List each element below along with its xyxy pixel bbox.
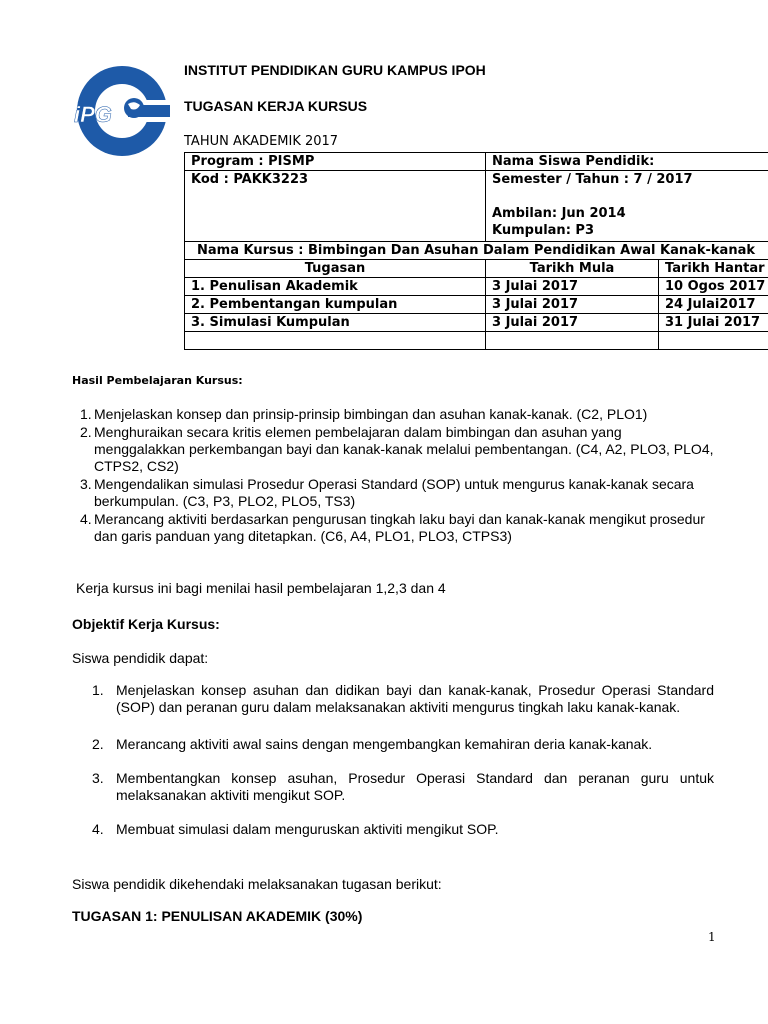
institution-name: INSTITUT PENDIDIKAN GURU KAMPUS IPOH [184, 62, 486, 78]
academic-year: TAHUN AKADEMIK 2017 [184, 134, 339, 149]
objectives-intro: Siswa pendidik dapat: [72, 650, 209, 666]
learning-outcomes-list [76, 406, 716, 546]
list-item [76, 406, 716, 423]
list-item [92, 821, 714, 838]
due-date-cell: 24 Julai2017 [659, 296, 768, 314]
due-date-cell [659, 332, 768, 350]
item-number: 4. [92, 821, 104, 837]
list-item [92, 736, 714, 753]
task-cell: 1. Penulisan Akademik [185, 278, 486, 296]
semester-group-cell [486, 171, 768, 242]
assessment-note: Kerja kursus ini bagi menilai hasil pembelajaran 1,2,3 dan 4 [76, 580, 446, 596]
objectives-closing: Siswa pendidik dikehendaki melaksanakan tugasan berikut: [72, 876, 442, 892]
table-row [185, 296, 768, 314]
item-text: Merancang aktiviti awal sains dengan mengembangkan kemahiran deria kanak-kanak. [116, 736, 653, 752]
start-date-cell: 3 Julai 2017 [486, 296, 659, 314]
list-item [92, 682, 714, 716]
table-row [185, 278, 768, 296]
task-cell: 3. Simulasi Kumpulan [185, 314, 486, 332]
list-item [92, 770, 714, 804]
list-item [76, 424, 716, 475]
item-text: Menghuraikan secara kritis elemen pembelajaran dalam bimbingan dan asuhan yang menggalakkan perkembangan bayi dan kanak-kanak melalui pembentangan. (C4, A2, PLO3, PLO4, CTPS2, CS2) [94, 424, 714, 474]
table-row [185, 332, 768, 350]
objectives-heading: Objektif Kerja Kursus: [72, 616, 220, 632]
list-item [76, 511, 716, 545]
item-number: 1. [80, 406, 92, 422]
item-text: Merancang aktiviti berdasarkan pengurusan tingkah laku bayi dan kanak-kanak mengikut prosedur dan garis panduan yang ditetapkan. (C6, A4, PLO1, PLO3, CTPS3) [94, 511, 705, 544]
list-item [76, 476, 716, 510]
learning-outcomes-heading: Hasil Pembelajaran Kursus: [72, 374, 243, 387]
due-date-cell: 10 Ogos 2017 [659, 278, 768, 296]
group-text: Kumpulan: P3 [492, 223, 594, 238]
assignment-title: TUGASAN KERJA KURSUS [184, 98, 368, 114]
item-text: Mengendalikan simulasi Prosedur Operasi Standard (SOP) untuk mengurus kanak-kanak secara berkumpulan. (C3, P3, PLO2, PLO5, TS3) [94, 476, 694, 509]
course-name-cell: Nama Kursus : Bimbingan Dan Asuhan Dalam Pendidikan Awal Kanak-kanak [185, 242, 768, 260]
logo-text: iPG [74, 102, 112, 127]
intake-text: Ambilan: Jun 2014 [492, 206, 626, 221]
start-date-cell [486, 332, 659, 350]
item-number: 2. [80, 424, 92, 440]
course-info-table [184, 152, 768, 350]
col-header-task: Tugasan [185, 260, 486, 278]
item-text: Menjelaskan konsep dan prinsip-prinsip bimbingan dan asuhan kanak-kanak. (C2, PLO1) [94, 406, 648, 422]
item-number: 2. [92, 736, 104, 752]
item-number: 4. [80, 511, 92, 527]
item-number: 3. [80, 476, 92, 492]
item-text: Membuat simulasi dalam menguruskan aktiviti mengikut SOP. [116, 821, 499, 837]
start-date-cell: 3 Julai 2017 [486, 314, 659, 332]
col-header-due: Tarikh Hantar [659, 260, 768, 278]
student-name-cell: Nama Siswa Pendidik: [486, 153, 768, 171]
start-date-cell: 3 Julai 2017 [486, 278, 659, 296]
task-cell [185, 332, 486, 350]
item-number: 3. [92, 770, 104, 786]
item-text: Menjelaskan konsep asuhan dan didikan bayi dan kanak-kanak, Prosedur Operasi Standard (SOP) dan peranan guru dalam melaksanakan aktiviti mengurus tingkah laku kanak-kanak. [116, 682, 714, 715]
due-date-cell: 31 Julai 2017 [659, 314, 768, 332]
table-row [185, 314, 768, 332]
ipg-logo [70, 64, 170, 159]
item-number: 1. [92, 682, 104, 698]
item-text: Membentangkan konsep asuhan, Prosedur Operasi Standard dan peranan guru untuk melaksanakan aktiviti mengikut SOP. [116, 770, 714, 803]
objectives-list [92, 682, 714, 838]
semester-text: Semester / Tahun : 7 / 2017 [492, 172, 693, 187]
col-header-start: Tarikh Mula [486, 260, 659, 278]
program-cell: Program : PISMP [185, 153, 486, 171]
task-cell: 2. Pembentangan kumpulan [185, 296, 486, 314]
page-number: 1 [708, 930, 716, 944]
task-heading: TUGASAN 1: PENULISAN AKADEMIK (30%) [72, 908, 363, 924]
code-cell: Kod : PAKK3223 [185, 171, 486, 242]
